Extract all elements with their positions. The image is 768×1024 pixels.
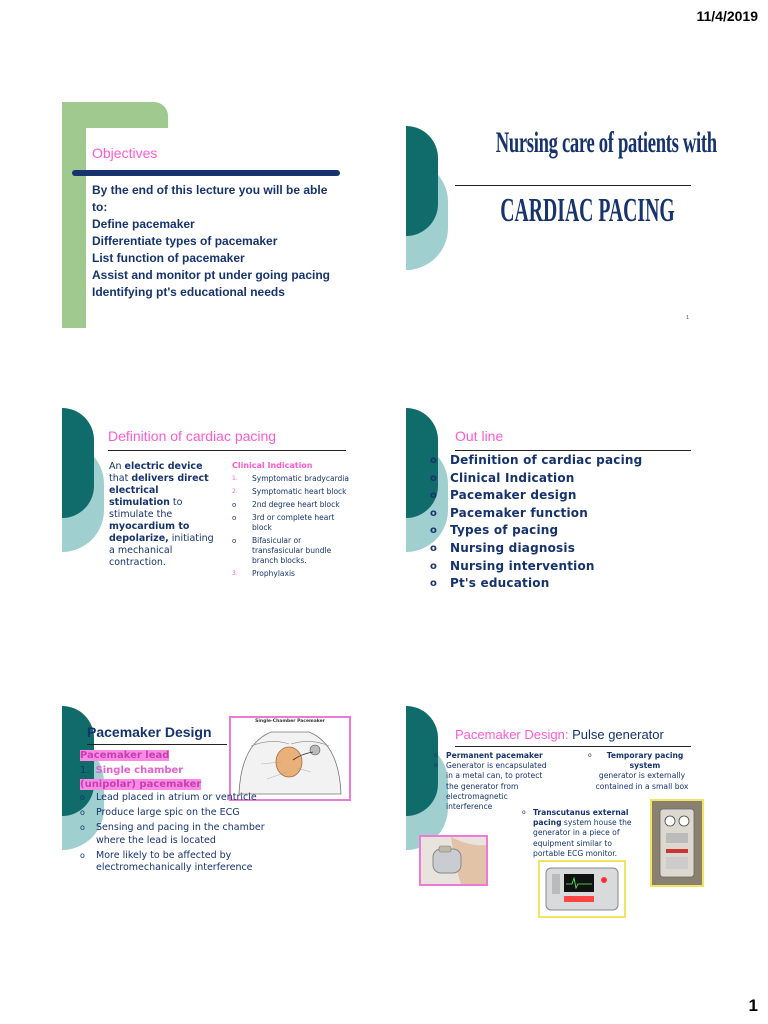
slide-title: Objectives: [92, 145, 158, 161]
bullet-icon: o: [430, 578, 438, 590]
bullet-icon: o: [430, 560, 438, 572]
slide-number: 1: [686, 315, 690, 321]
list-item: o Nursing diagnosis: [430, 540, 700, 558]
bullet-icon: o: [80, 850, 85, 860]
transcutanus-pacing: o Transcutanus external pacing system house the generator in a piece of equipment similar to portable ECG monitor.: [522, 808, 632, 858]
list-item: o Pacemaker function: [430, 505, 700, 523]
bullet-icon: o: [80, 808, 85, 818]
list-item: o Sensing and pacing in the chamber where the lead is located: [80, 822, 265, 846]
permanent-pacemaker-photo: [419, 835, 488, 886]
bullet-icon: o: [430, 542, 438, 554]
list-item: o Types of pacing: [430, 522, 700, 540]
bullet-icon: o: [588, 752, 592, 759]
objective-item: Define pacemaker: [92, 217, 195, 231]
slide-title: Definition of cardiac pacing: [108, 428, 277, 444]
bullet-icon: o: [80, 823, 85, 833]
bullet-icon: o: [430, 472, 438, 484]
document-date: 11/4/2019: [696, 8, 758, 24]
chest-illustration: [231, 724, 349, 796]
title-rule: [108, 450, 346, 451]
objective-item: Identifying pt's educational needs: [92, 285, 285, 299]
title-rule: [455, 746, 691, 747]
indication-list: [232, 474, 352, 582]
bullet-icon: o: [430, 490, 438, 502]
list-item: 2. Symptomatic heart block: [232, 487, 347, 496]
design-list: [80, 792, 275, 877]
list-item: o Lead placed in atrium or ventricle: [80, 792, 257, 803]
temporary-pacing: o Temporary pacing system generator is externally contained in a small box: [588, 751, 689, 791]
bullet-icon: o: [522, 809, 526, 816]
slide-title: Pacemaker Design: [87, 724, 212, 740]
list-item: o More likely to be affected by electromechanically interference: [80, 849, 253, 874]
slide-edge-dark: [62, 408, 94, 518]
bullet-icon: o: [80, 793, 85, 802]
slide-accent-bar: [62, 102, 86, 328]
list-item: o 2nd degree heart block: [232, 500, 340, 509]
permanent-pacemaker: o Permanent pacemaker o Generator is encapsulated in a metal can, to protect the generator from electromagnetic interference: [434, 751, 547, 812]
objective-item: Assist and monitor pt under going pacing: [92, 268, 331, 282]
list-item: o Clinical Indication: [430, 470, 700, 488]
subheading: Pacemaker lead 1. Single chamber (unipolar) pacemaker: [80, 750, 202, 790]
list-item: o Nursing intervention: [430, 558, 700, 576]
bullet-icon: o: [434, 762, 438, 770]
page-number: 1: [748, 996, 758, 1015]
objective-item: By the end of this lecture you will be able to:: [92, 183, 328, 214]
list-item: o Produce large spic on the ECG: [80, 807, 240, 819]
objective-item: List function of pacemaker: [92, 251, 245, 265]
bullet-icon: o: [430, 525, 438, 537]
title-rule: [455, 185, 691, 186]
slide-title: Out line: [455, 428, 504, 444]
external-pacing-monitor-photo: [538, 860, 626, 918]
title-rule: [455, 450, 691, 451]
title-rule: [87, 744, 227, 745]
title-rule: [72, 170, 340, 176]
bullet-icon: o: [430, 507, 438, 519]
objective-list: [92, 182, 337, 301]
pacemaker-diagram-image: [229, 716, 351, 801]
list-item: o Pt's education: [430, 575, 700, 593]
list-item: o Bifasicular or transfasicular bundle branch blocks.: [232, 536, 332, 565]
indication-heading: Clinical Indication: [232, 461, 313, 470]
bullet-icon: o: [430, 455, 438, 466]
list-item: o 3rd or complete heart block: [232, 513, 335, 532]
outline-list: [430, 452, 700, 593]
slide-edge-dark: [406, 126, 438, 236]
slide-title: Pacemaker Design: Pulse generator: [455, 727, 664, 742]
list-item: o Pacemaker design: [430, 487, 700, 505]
objective-item: Differentiate types of pacemaker: [92, 234, 278, 248]
image-caption: Single-Chamber Pacemaker: [255, 719, 325, 724]
list-item: 1. Symptomatic bradycardia: [232, 474, 349, 483]
presentation-title-line1: Nursing care of patients with: [495, 126, 717, 159]
definition-text: An electric device that delivers direct electrical stimulation to stimulate the myocardium to depolarize, initiating a mechanical contraction.: [109, 461, 214, 568]
list-item: 3. Prophylaxis: [232, 569, 295, 578]
bullet-icon: o: [434, 752, 438, 759]
slide-accent-cap: [62, 102, 168, 128]
list-item: o Definition of cardiac pacing: [430, 452, 700, 470]
temporary-pacemaker-photo: [650, 799, 704, 887]
presentation-title-line2: CARDIAC PACING: [500, 192, 675, 229]
